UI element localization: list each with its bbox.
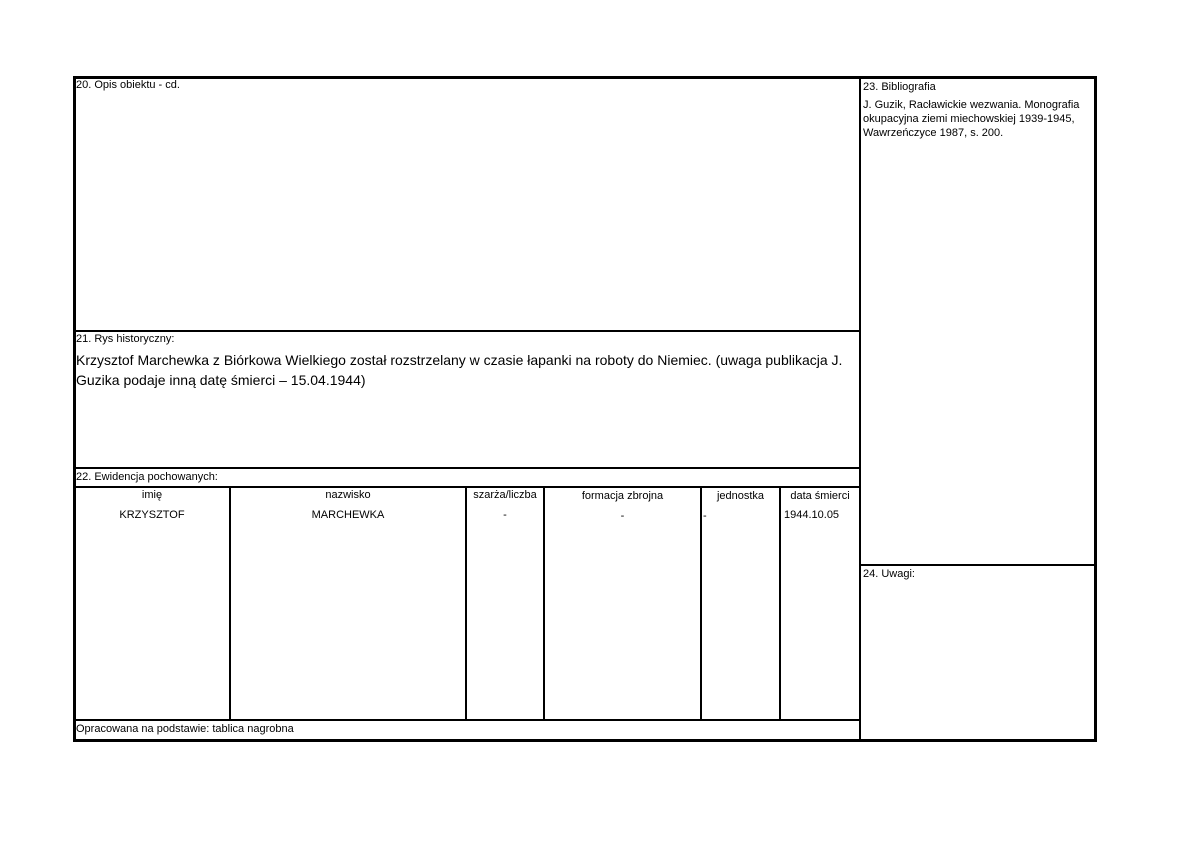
cell-death-date: 1944.10.05 [784, 509, 840, 521]
section-21-label: 21. Rys historyczny: [76, 333, 175, 345]
section-23-label: 23. Bibliografia [863, 81, 936, 93]
cell-first-name: KRZYSZTOF [119, 509, 185, 521]
divider-22-header [74, 486, 860, 488]
divider-20-21 [74, 330, 860, 332]
column-header-unit: jednostka [716, 490, 765, 502]
panel-divider [859, 77, 861, 742]
form-frame [73, 76, 1097, 742]
section-20-label: 20. Opis obiektu - cd. [76, 79, 180, 91]
cell-last-name: MARCHEWKA [311, 509, 385, 521]
source-note: Opracowana na podstawie: tablica nagrobna [76, 723, 294, 735]
section-22-label: 22. Ewidencja pochowanych: [76, 471, 218, 483]
cell-unit: - [703, 510, 707, 522]
divider-table-footer [74, 719, 860, 721]
bibliography-text: J. Guzik, Racławickie wezwania. Monografia okupacyjna ziemi miechowskiej 1939-1945, Wawrzeńczyce 1987, s. 200. [863, 99, 1080, 139]
column-header-last-name: nazwisko [325, 489, 371, 501]
divider-21-22 [74, 467, 860, 469]
historical-note: Krzysztof Marchewka z Biórkowa Wielkiego został rozstrzelany w czasie łapanki na roboty do Niemiec. (uwaga publikacja J. Guzika podaje inną datę śmierci – 15.04.1944) [76, 352, 843, 388]
column-header-rank: szarża/liczba [473, 489, 537, 501]
column-separator [779, 487, 781, 720]
column-header-first-name: imię [141, 489, 163, 501]
cell-formation: - [620, 510, 625, 522]
column-header-death-date: data śmierci [790, 490, 850, 502]
column-header-formation: formacja zbrojna [581, 490, 664, 502]
column-separator [700, 487, 702, 720]
divider-23-24 [860, 564, 1096, 566]
section-24-label: 24. Uwagi: [863, 568, 915, 580]
cell-rank: - [503, 509, 507, 521]
